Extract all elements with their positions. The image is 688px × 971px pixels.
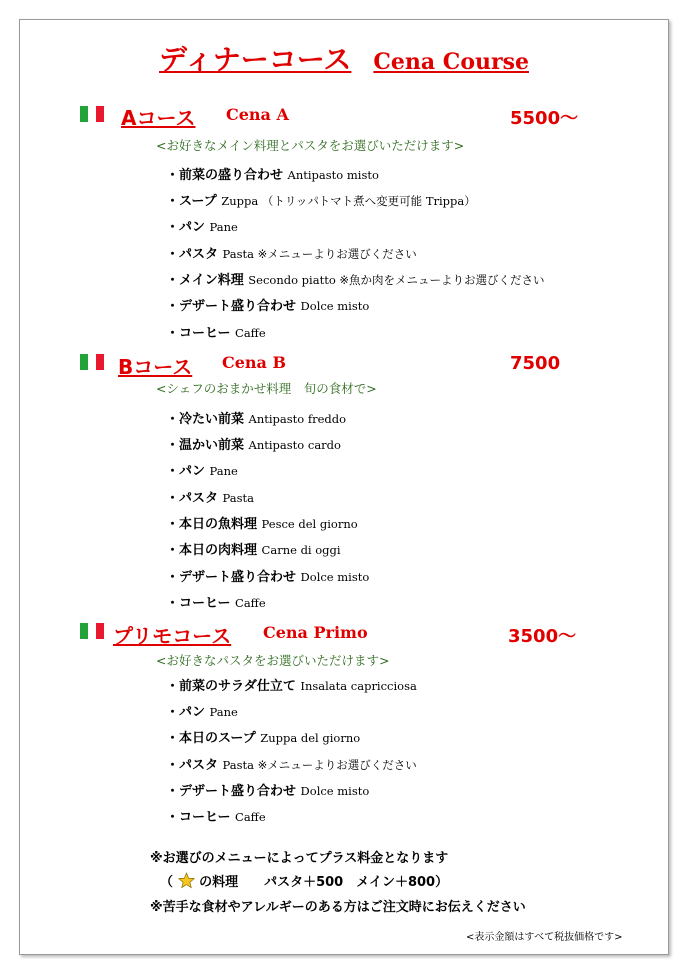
flag-stripe-green xyxy=(80,623,88,639)
item-jp: ・コーヒー xyxy=(166,326,231,341)
item-it: Dolce misto xyxy=(300,299,370,313)
item-jp: ・前菜の盛り合わせ xyxy=(166,168,284,183)
course-primo-item xyxy=(166,701,238,720)
note-star-text: の料理 パスタ＋500 メイン＋800） xyxy=(199,875,449,890)
flag-stripe-white xyxy=(88,106,96,122)
item-it: Pane xyxy=(209,705,238,719)
course-b-name-en: Cena B xyxy=(222,353,287,372)
course-a-item xyxy=(166,190,476,209)
course-b-name: Bコース xyxy=(118,355,193,379)
item-jp: ・デザート盛り合わせ xyxy=(166,784,297,799)
course-b-subtitle: <シェフのおまかせ料理 旬の食材で> xyxy=(156,381,377,396)
item-jp: ・デザート盛り合わせ xyxy=(166,570,297,585)
item-jp: ・パン xyxy=(166,220,206,235)
item-it: Caffe xyxy=(235,810,266,824)
note-star-prices xyxy=(160,871,448,890)
item-jp: ・本日のスープ xyxy=(166,731,256,746)
item-it: Zuppa （トリッパトマト煮へ変更可能 Trippa） xyxy=(221,194,476,208)
course-primo-item xyxy=(166,780,369,799)
note-surcharge: ※お選びのメニューによってプラス料金となります xyxy=(150,851,449,866)
course-b-item xyxy=(166,592,266,611)
flag-stripe-white xyxy=(88,623,96,639)
title-en: Cena Course xyxy=(373,49,529,75)
course-a-item xyxy=(166,216,238,235)
flag-stripe-red xyxy=(96,106,104,122)
item-it: Carne di oggi xyxy=(261,543,341,557)
menu-frame xyxy=(19,19,669,955)
course-a-item xyxy=(166,269,545,288)
item-it: Dolce misto xyxy=(300,784,370,798)
item-jp: ・パン xyxy=(166,705,206,720)
item-it: Pasta ※メニューよりお選びください xyxy=(222,758,417,772)
course-primo-item xyxy=(166,675,417,694)
course-b-price: 7500 xyxy=(510,353,561,374)
item-it: Antipasto cardo xyxy=(248,438,341,452)
item-jp: ・パスタ xyxy=(166,247,219,262)
course-a-price: 5500～ xyxy=(510,108,579,129)
course-primo-item xyxy=(166,806,266,825)
course-a-subtitle: <お好きなメイン料理とパスタをお選びいただけます> xyxy=(156,138,465,153)
course-primo-item xyxy=(166,754,417,773)
italian-flag-icon xyxy=(80,354,104,370)
item-jp: ・デザート盛り合わせ xyxy=(166,299,297,314)
course-a-item xyxy=(166,295,369,314)
flag-stripe-white xyxy=(88,354,96,370)
course-primo-price: 3500～ xyxy=(508,626,577,647)
tax-note: <表示金額はすべて税抜価格です> xyxy=(466,932,623,943)
item-jp: ・パン xyxy=(166,464,206,479)
item-it: Pasta ※メニューよりお選びください xyxy=(222,247,417,261)
item-jp: ・パスタ xyxy=(166,491,219,506)
item-it: Pane xyxy=(209,464,238,478)
item-it: Pane xyxy=(209,220,238,234)
italian-flag-icon xyxy=(80,106,104,122)
item-it: Secondo piatto ※魚か肉をメニューよりお選びください xyxy=(248,273,545,287)
course-b-item xyxy=(166,539,341,558)
note-allergy: ※苦手な食材やアレルギーのある方はご注文時にお伝えください xyxy=(150,900,526,915)
flag-stripe-red xyxy=(96,623,104,639)
item-jp: ・前菜のサラダ仕立て xyxy=(166,679,296,694)
course-primo-subtitle: <お好きなパスタをお選びいただけます> xyxy=(156,653,390,668)
item-jp: ・スープ xyxy=(166,194,217,209)
course-primo-item xyxy=(166,727,360,746)
item-jp: ・本日の魚料理 xyxy=(166,517,258,532)
item-it: Pasta xyxy=(222,491,255,505)
italian-flag-icon xyxy=(80,623,104,639)
item-jp: ・メイン料理 xyxy=(166,273,244,288)
course-a-item xyxy=(166,164,379,183)
course-b-item xyxy=(166,408,346,427)
course-b-item xyxy=(166,566,369,585)
course-b-item xyxy=(166,487,254,506)
item-it: Zuppa del giorno xyxy=(260,731,361,745)
item-it: Antipasto misto xyxy=(287,168,379,182)
course-primo-name-en: Cena Primo xyxy=(263,623,368,642)
note-paren: （ xyxy=(160,875,174,890)
star-icon xyxy=(178,872,195,889)
course-b-item xyxy=(166,434,341,453)
item-jp: ・パスタ xyxy=(166,758,219,773)
item-it: Caffe xyxy=(235,326,266,340)
item-jp: ・本日の肉料理 xyxy=(166,543,258,558)
course-b-item xyxy=(166,460,238,479)
title-jp: ディナーコース xyxy=(159,43,352,76)
item-it: Caffe xyxy=(235,596,266,610)
course-primo-name: プリモコース xyxy=(113,624,232,648)
flag-stripe-red xyxy=(96,354,104,370)
item-jp: ・コーヒー xyxy=(166,810,231,825)
flag-stripe-green xyxy=(80,354,88,370)
item-jp: ・冷たい前菜 xyxy=(166,412,245,427)
item-it: Insalata capricciosa xyxy=(300,679,417,693)
page-title xyxy=(0,38,688,78)
item-it: Antipasto freddo xyxy=(248,412,347,426)
course-a-item xyxy=(166,322,266,341)
item-it: Pesce del giorno xyxy=(261,517,358,531)
item-jp: ・温かい前菜 xyxy=(166,438,245,453)
flag-stripe-green xyxy=(80,106,88,122)
course-a-item xyxy=(166,243,417,262)
course-b-item xyxy=(166,513,358,532)
item-jp: ・コーヒー xyxy=(166,596,231,611)
course-a-name-en: Cena A xyxy=(226,105,289,124)
item-it: Dolce misto xyxy=(300,570,370,584)
course-a-name: Aコース xyxy=(121,106,196,130)
